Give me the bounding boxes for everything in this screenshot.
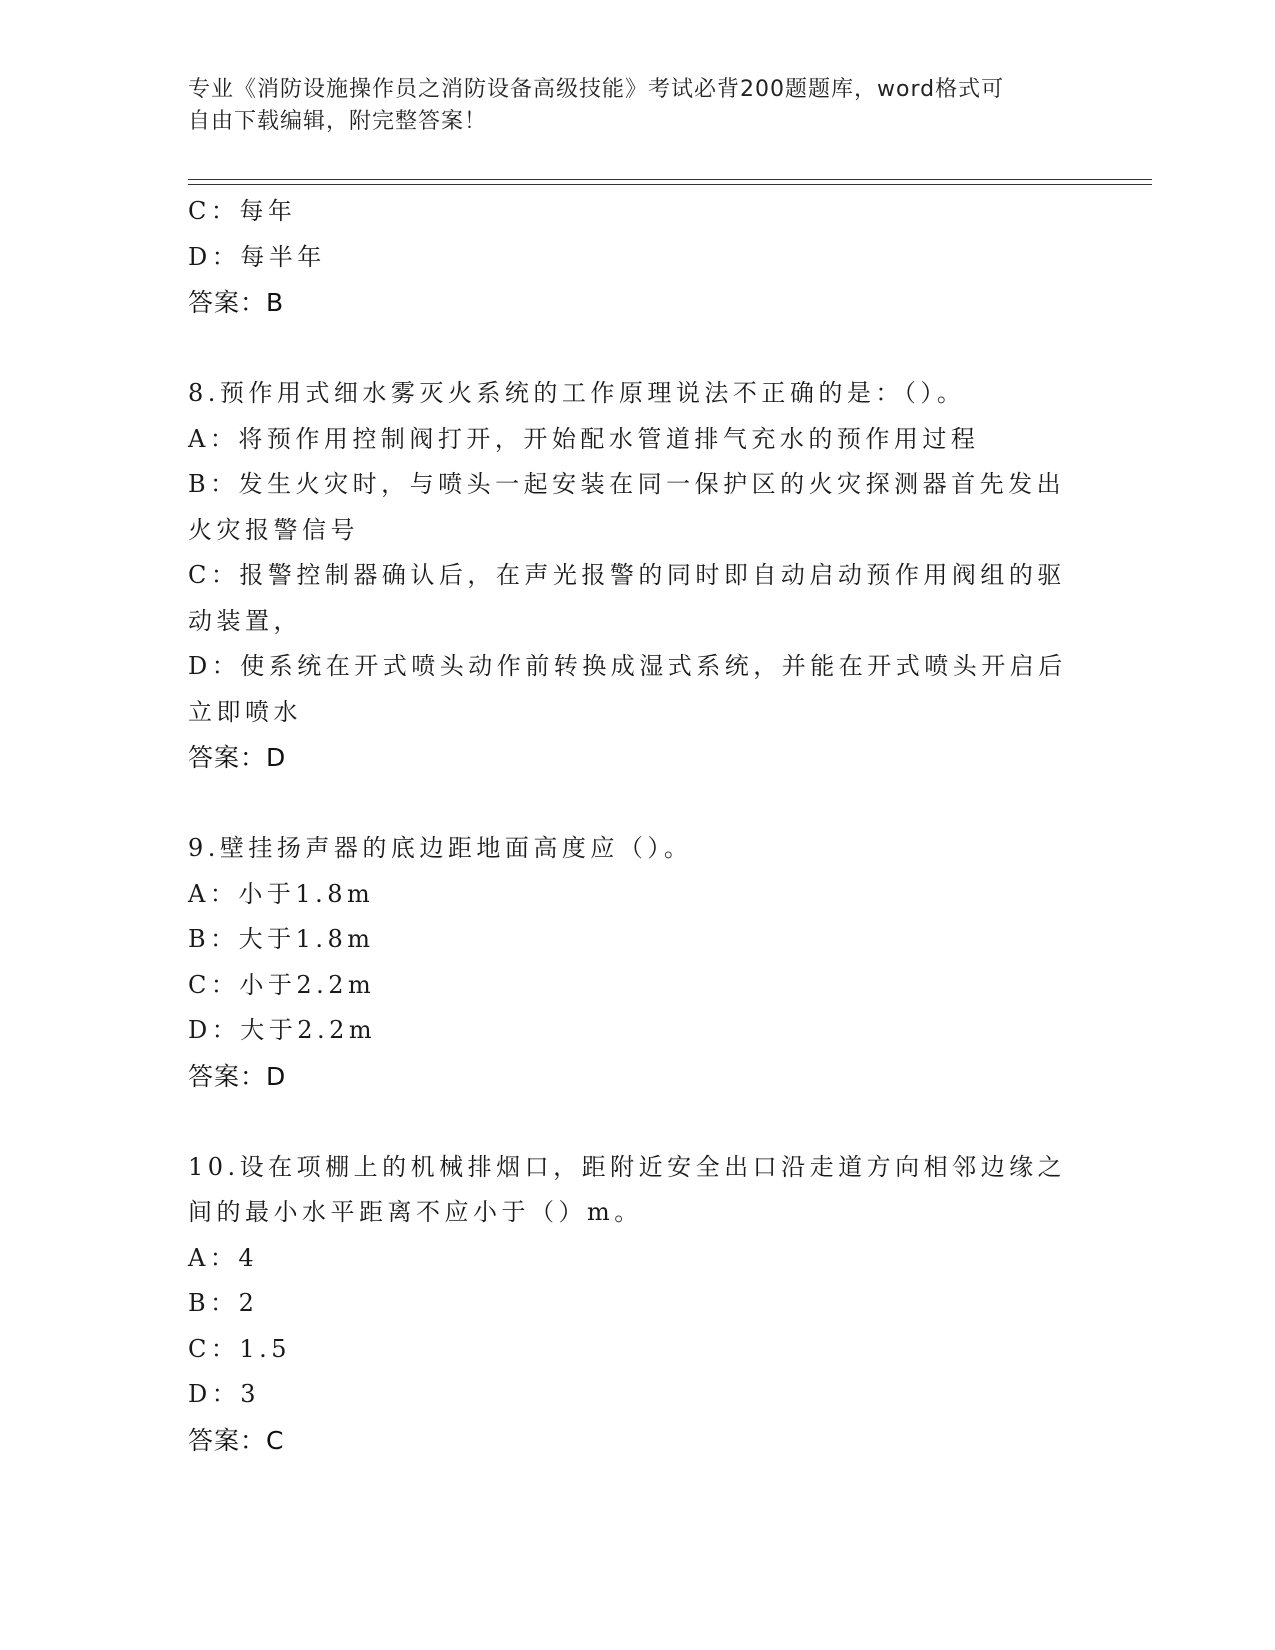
option-d: D：使系统在开式喷头动作前转换成湿式系统，并能在开式喷头开启后	[188, 652, 1067, 680]
spacer	[188, 781, 1088, 827]
answer-line: 答案：B	[188, 288, 285, 317]
option-a: A：将预作用控制阀打开，开始配水管道排气充水的预作用过程	[188, 424, 980, 453]
option-d: D：每半年	[188, 242, 326, 271]
answer-line: 答案：D	[188, 743, 287, 772]
header-title-line-2: 自由下载编辑，附完整答案！	[188, 109, 488, 134]
question-10	[188, 1145, 1088, 1464]
question-stem: 8.预作用式细水雾灭火系统的工作原理说法不正确的是：（）。	[188, 379, 966, 407]
option-b: B：大于1.8m	[188, 925, 375, 953]
question-stem: 10.设在项棚上的机械排烟口，距附近安全出口沿走道方向相邻边缘之	[188, 1152, 1067, 1181]
question-9	[188, 826, 1088, 1099]
option-d: D：3	[188, 1380, 261, 1408]
option-d: D：大于2.2m	[188, 1016, 377, 1044]
header-divider-top	[188, 179, 1152, 180]
option-b: B：发生火灾时，与喷头一起安装在同一保护区的火灾探测器首先发出	[188, 470, 1066, 498]
question-stem: 9.壁挂扬声器的底边距地面高度应（）。	[188, 834, 693, 862]
option-b: B：2	[188, 1289, 259, 1317]
question-8	[188, 371, 1088, 781]
option-c: C：小于2.2m	[188, 970, 376, 999]
option-b-continued: 火灾报警信号	[188, 515, 359, 544]
spacer	[188, 326, 1088, 372]
option-d-continued: 立即喷水	[188, 697, 302, 726]
header-divider-bottom	[188, 184, 1152, 185]
option-c: C：1.5	[188, 1334, 292, 1363]
question-stem-continued: 间的最小水平距离不应小于（）m。	[188, 1198, 643, 1226]
answer-line: 答案：D	[188, 1061, 287, 1091]
option-c: C：报警控制器确认后，在声光报警的同时即自动启动预作用阀组的驱	[188, 561, 1066, 589]
document-header	[188, 74, 1088, 138]
answer-line: 答案：C	[188, 1425, 285, 1455]
question-list	[188, 189, 1088, 1463]
header-title-line-1: 专业《消防设施操作员之消防设备高级技能》考试必背200题题库，word格式可	[188, 77, 1005, 102]
option-a: A：小于1.8m	[188, 879, 375, 908]
spacer	[188, 1099, 1088, 1145]
option-a: A：4	[188, 1243, 259, 1272]
question-7	[188, 189, 1088, 326]
option-c-continued: 动装置，	[188, 606, 302, 635]
option-c: C：每年	[188, 197, 297, 225]
